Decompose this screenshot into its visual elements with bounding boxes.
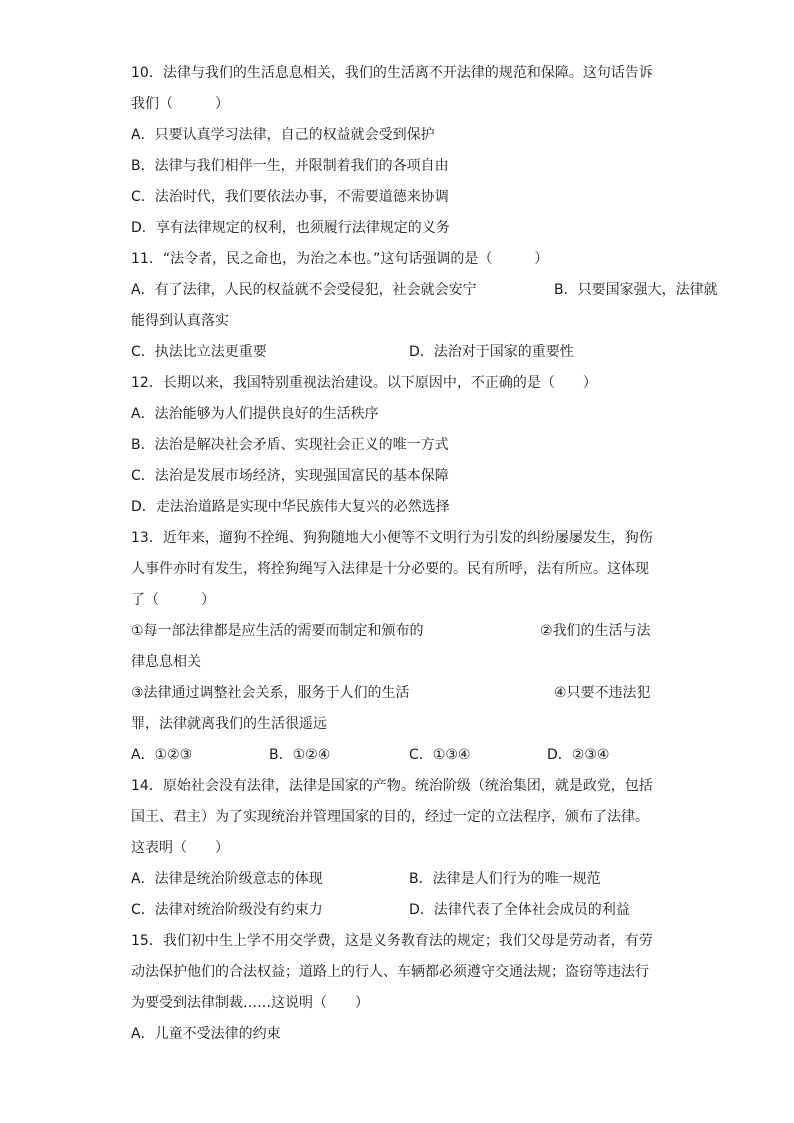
q11-option-b: B．只要国家强大，法律就 (554, 282, 718, 298)
q13-choice-a: A．①②③ (131, 747, 193, 763)
q10-option-a: A．只要认真学习法律，自己的权益就会受到保护 (131, 127, 435, 143)
q15-option-a: A．儿童不受法律的约束 (131, 1026, 281, 1042)
q13-item-row-12 (131, 616, 671, 647)
q11-option-row-ab (131, 275, 718, 306)
q13-stem-line1: 13．近年来，遛狗不拴绳、狗狗随地大小便等不文明行为引发的纠纷屡屡发生，狗伤 (131, 530, 653, 546)
q14-option-a: A．法律是统治阶级意志的体现 (131, 871, 323, 887)
exam-page (131, 58, 718, 1050)
q14-option-d: D．法律代表了全体社会成员的利益 (409, 902, 630, 918)
q11-option-a: A．有了法律，人民的权益就不会受侵犯，社会就会安宁 (131, 282, 477, 298)
q13-stem-line2: 人事件亦时有发生，将拴狗绳写入法律是十分必要的。民有所呼，法有所应。这体现 (131, 561, 649, 577)
q13-choice-c: C．①③④ (409, 747, 471, 763)
q14-option-row-ab (131, 864, 671, 895)
q13-choice-b: B．①②④ (269, 747, 331, 763)
q14-stem-line3: 这表明（ ） (131, 840, 229, 856)
q10-stem-line2: 我们（ ） (131, 96, 229, 112)
q13-item-row-34 (131, 678, 671, 709)
q13-item-4-continued: 罪，法律就离我们的生活很遥远 (131, 716, 327, 732)
q13-item-2: ②我们的生活与法 (540, 623, 651, 639)
q15-stem-line1: 15．我们初中生上学不用交学费，这是义务教育法的规定；我们父母是劳动者，有劳 (131, 933, 653, 949)
q12-option-a: A．法治能够为人们提供良好的生活秩序 (131, 406, 379, 422)
q11-option-row-cd (131, 337, 671, 368)
q11-stem: 11．“法令者，民之命也，为治之本也。”这句话强调的是（ ） (131, 251, 549, 267)
q13-item-1: ①每一部法律都是应生活的需要而制定和颁布的 (131, 623, 424, 639)
q10-stem-line1: 10．法律与我们的生活息息相关，我们的生活离不开法律的规范和保障。这句话告诉 (131, 65, 653, 81)
q11-option-b-continued: 能得到认真落实 (131, 313, 229, 329)
q14-stem-line1: 14．原始社会没有法律，法律是国家的产物。统治阶级（统治集团，就是政党，包括 (131, 778, 653, 794)
q14-option-c: C．法律对统治阶级没有约束力 (131, 902, 323, 918)
q12-stem: 12．长期以来，我国特别重视法治建设。以下原因中，不正确的是（ ） (131, 375, 597, 391)
q14-option-b: B．法律是人们行为的唯一规范 (409, 871, 601, 887)
q11-option-d: D．法治对于国家的重要性 (409, 344, 574, 360)
q12-option-d: D．走法治道路是实现中华民族伟大复兴的必然选择 (131, 499, 450, 515)
q13-item-4: ④只要不违法犯 (554, 685, 651, 701)
q10-option-c: C．法治时代，我们要依法办事，不需要道德来协调 (131, 189, 449, 205)
q10-option-d: D．享有法律规定的权利，也须履行法律规定的义务 (131, 220, 450, 236)
q13-item-3: ③法律通过调整社会关系，服务于人们的生活 (131, 685, 410, 701)
q14-option-row-cd (131, 895, 671, 926)
q13-choice-d: D．②③④ (547, 747, 610, 763)
q11-option-c: C．执法比立法更重要 (131, 344, 267, 360)
q14-stem-line2: 国王、君主）为了实现统治并管理国家的目的，经过一定的立法程序，颁布了法律。 (131, 809, 649, 825)
q10-option-b: B．法律与我们相伴一生，并限制着我们的各项自由 (131, 158, 449, 174)
q12-option-b: B．法治是解决社会矛盾、实现社会正义的唯一方式 (131, 437, 449, 453)
q15-stem-line2: 动法保护他们的合法权益；道路上的行人、车辆都必须遵守交通法规；盗窃等违法行 (131, 964, 649, 980)
q13-item-2-continued: 律息息相关 (131, 654, 201, 670)
q15-stem-line3: 为要受到法律制裁……这说明（ ） (131, 995, 369, 1011)
q13-choice-row (131, 740, 671, 771)
q13-stem-line3: 了（ ） (131, 592, 215, 608)
q12-option-c: C．法治是发展市场经济，实现强国富民的基本保障 (131, 468, 449, 484)
